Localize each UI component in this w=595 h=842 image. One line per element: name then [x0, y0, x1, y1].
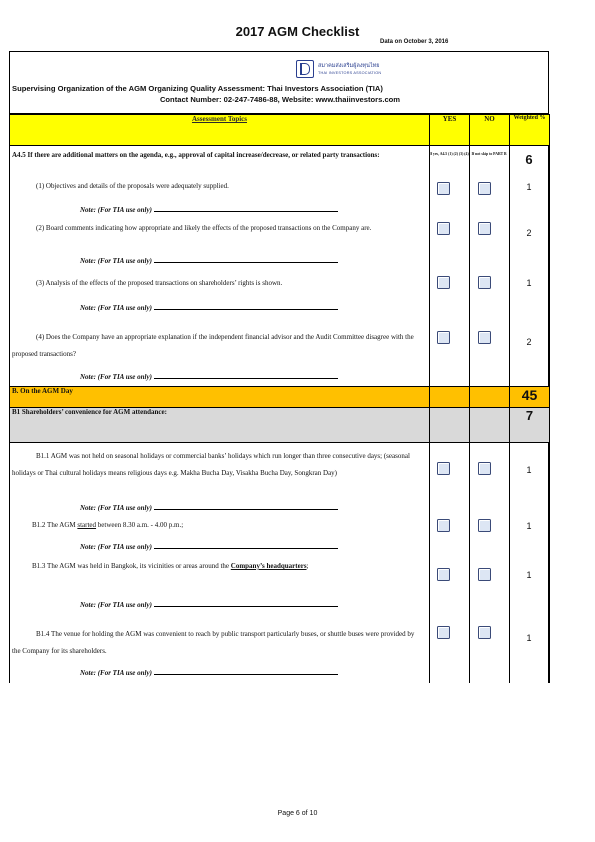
a45-3-weight: 1	[526, 278, 532, 288]
b1-1-text: B1.1 AGM was not held on seasonal holidays or commercial banks’ holidays which run longer than three consecutive days; (seasonal holidays or Thai cultural holidays means religious days e.g. Makha Bucha Day, Visakha Bucha Day, Songkran Day)	[12, 452, 410, 477]
header-no: NO	[470, 115, 510, 146]
b1-4-text: B1.4 The venue for holding the AGM was convenient to reach by public transport particularly buses, or shuttle buses were provided by the Company for its shareholders.	[12, 630, 415, 655]
checklist-table	[9, 114, 550, 683]
a45-4-note: Note: (For TIA use only)	[80, 372, 338, 381]
a45-item-2: (2) Board comments indicating how appropriate and likely the effects of the proposed transactions on the Company are.	[36, 224, 372, 232]
section-b-label: B. On the AGM Day	[10, 387, 430, 408]
a45-2-weight: 2	[526, 228, 532, 238]
b1-3-note: Note: (For TIA use only)	[80, 600, 338, 609]
table-header-row	[10, 115, 550, 146]
contact-info: Contact Number: 02-247-7486-88, Website: www.thaiinvestors.com	[159, 95, 401, 104]
b1-3-text: B1.3 The AGM was held in Bangkok, its vicinities or areas around the Company’s headquarters;	[32, 562, 309, 570]
a45-1-note: Note: (For TIA use only)	[80, 205, 338, 214]
b1-3-yes-checkbox[interactable]	[437, 568, 450, 581]
b1-4-no-checkbox[interactable]	[478, 626, 491, 639]
tia-logo	[296, 60, 406, 80]
a45-total: 6	[525, 152, 533, 167]
a45-item-4: (4) Does the Company have an appropriate explanation if the independent financial advisor and the Audit Committee disagree with the proposed transactions?	[12, 333, 414, 358]
section-b-row	[10, 387, 550, 408]
header-assessment-topics: Assessment Topics	[10, 115, 430, 146]
logo-thai-text: สมาคมส่งเสริมผู้ลงทุนไทย	[318, 63, 380, 69]
b1-2-text: B1.2 The AGM started between 8.30 a.m. - 4.00 p.m.;	[32, 521, 184, 529]
data-date: Data on October 3, 2016	[380, 39, 449, 45]
b1-row	[10, 408, 550, 443]
header-yes: YES	[430, 115, 470, 146]
a45-3-no-checkbox[interactable]	[478, 276, 491, 289]
b1-label: B1 Shareholders’ convenience for AGM attendance:	[10, 408, 430, 443]
page-number: Page 6 of 10	[277, 810, 318, 817]
a45-4-yes-checkbox[interactable]	[437, 331, 450, 344]
b1-1-note: Note: (For TIA use only)	[80, 503, 338, 512]
b1-2-note: Note: (For TIA use only)	[80, 542, 338, 551]
a45-item-1: (1) Objectives and details of the proposals were adequately supplied.	[36, 182, 229, 190]
a45-2-note: Note: (For TIA use only)	[80, 256, 338, 265]
a45-4-no-checkbox[interactable]	[478, 331, 491, 344]
tia-logo-icon	[296, 60, 314, 78]
document-title: 2017 AGM Checklist	[235, 24, 360, 39]
b1-3-weight: 1	[526, 570, 532, 580]
a45-3-note: Note: (For TIA use only)	[80, 303, 338, 312]
a45-1-yes-checkbox[interactable]	[437, 182, 450, 195]
a45-yes-hint: If yes, A4.5 (1) (2) (3) (4)	[429, 152, 469, 156]
supervising-organization: Supervising Organization of the AGM Organizing Quality Assessment: Thai Investors Association (TIA)	[12, 84, 383, 93]
b1-total: 7	[510, 408, 550, 443]
b1-2-yes-checkbox[interactable]	[437, 519, 450, 532]
b1-4-weight: 1	[526, 633, 532, 643]
a45-3-yes-checkbox[interactable]	[437, 276, 450, 289]
logo-english-text: THAI INVESTORS ASSOCIATION	[318, 71, 382, 75]
a45-no-hint: If not skip to PART B	[471, 152, 507, 156]
b1-1-no-checkbox[interactable]	[478, 462, 491, 475]
header-weighted: Weighted %	[510, 115, 550, 146]
a45-2-yes-checkbox[interactable]	[437, 222, 450, 235]
header-block	[9, 51, 549, 114]
a45-1-weight: 1	[526, 182, 532, 192]
b1-2-no-checkbox[interactable]	[478, 519, 491, 532]
a45-1-no-checkbox[interactable]	[478, 182, 491, 195]
a45-heading: A4.5 If there are additional matters on the agenda, e.g., approval of capital increase/decrease, or related party transactions:	[12, 151, 380, 159]
b1-1-yes-checkbox[interactable]	[437, 462, 450, 475]
a45-2-no-checkbox[interactable]	[478, 222, 491, 235]
b1-4-yes-checkbox[interactable]	[437, 626, 450, 639]
b1-3-no-checkbox[interactable]	[478, 568, 491, 581]
a45-item-3: (3) Analysis of the effects of the proposed transactions on shareholders’ rights is shown.	[36, 279, 283, 287]
section-b-total: 45	[510, 387, 550, 408]
b1-4-note: Note: (For TIA use only)	[80, 668, 338, 677]
b1-2-weight: 1	[526, 521, 532, 531]
a45-4-weight: 2	[526, 337, 532, 347]
b1-1-weight: 1	[526, 465, 532, 475]
